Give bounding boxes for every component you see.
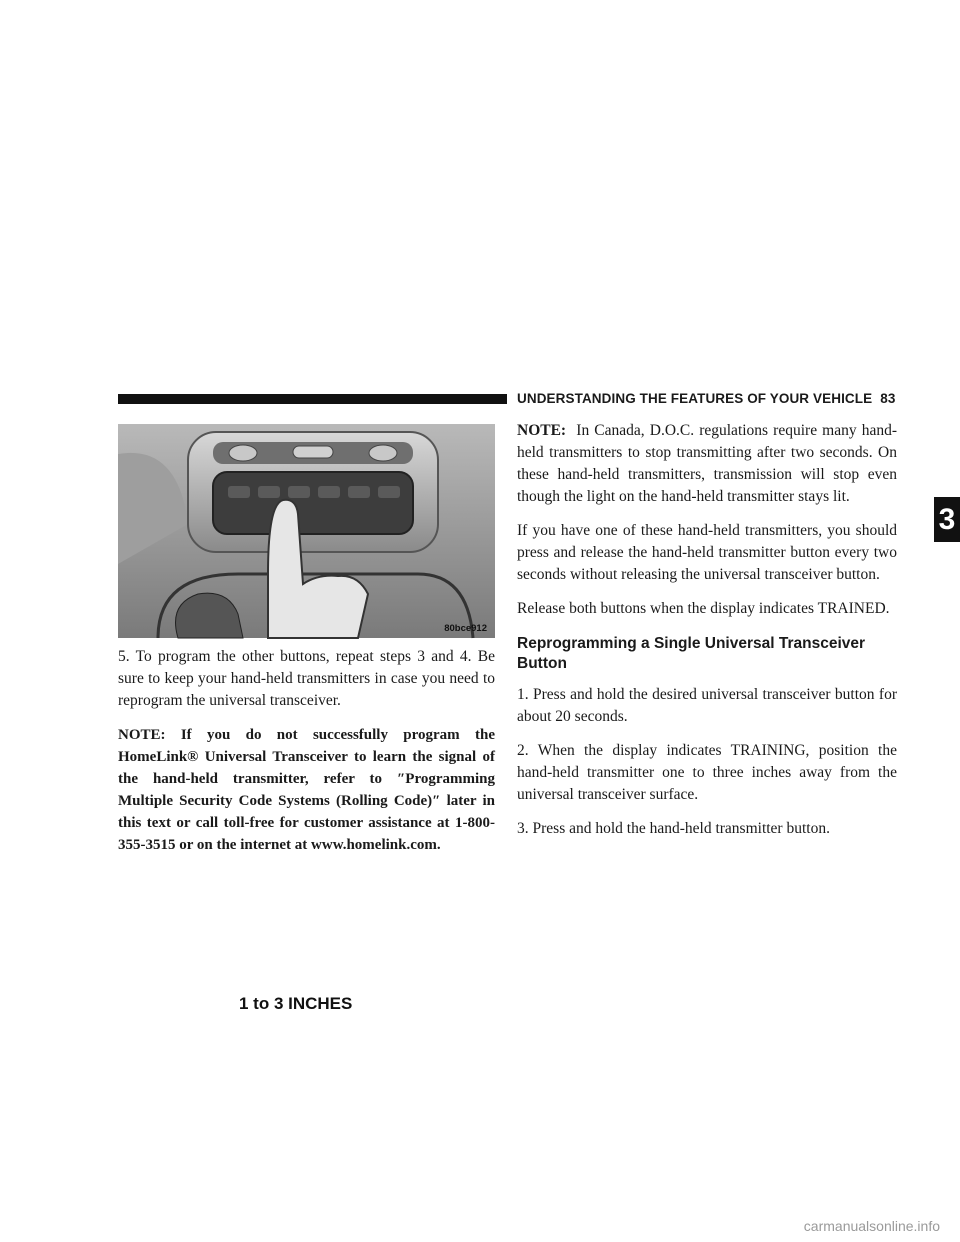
- paragraph-press-release: If you have one of these hand-held transmitters, you should press and release the hand-held transmitter button every two seconds without releasing the universal transceiver button.: [517, 522, 897, 583]
- note-canada-text: In Canada, D.O.C. regulations require many hand-held transmitters to stop transmitting after two seconds. On these hand-held transmitters, transmission will stop even though the light on the hand-held transmitter stays lit.: [517, 422, 897, 505]
- right-column: [517, 420, 897, 852]
- left-column: [118, 646, 495, 868]
- watermark: carmanualsonline.info: [803, 1218, 940, 1234]
- note-canada: [517, 420, 897, 508]
- note-homelink: NOTE: If you do not successfully program the HomeLink® Universal Transceiver to learn the signal of the hand-held transmitter, refer to ″Programming Multiple Security Code Systems (Rolling Code)″ later in this text or call toll-free for customer assistance at 1-800-355-3515 or on the internet at www.homelink.com.: [118, 727, 495, 853]
- page-number: 83: [880, 391, 896, 406]
- header-rule: [118, 394, 507, 404]
- step-1: 1. Press and hold the desired universal transceiver button for about 20 seconds.: [517, 686, 897, 725]
- chapter-tab: 3: [934, 497, 960, 542]
- figure-code: 80bce912: [444, 623, 487, 634]
- header-title: UNDERSTANDING THE FEATURES OF YOUR VEHICLE: [517, 391, 873, 406]
- section-heading: Reprogramming a Single Universal Transceiver Button: [517, 635, 866, 672]
- paragraph-step5: 5. To program the other buttons, repeat steps 3 and 4. Be sure to keep your hand-held transmitters in case you need to reprogram the universal transceiver.: [118, 648, 495, 709]
- figure-caption: 1 to 3 INCHES: [239, 994, 353, 1013]
- paragraph-trained: Release both buttons when the display indicates TRAINED.: [517, 600, 890, 617]
- console-illustration: [118, 424, 495, 638]
- step-3: 3. Press and hold the hand-held transmitter button.: [517, 820, 830, 837]
- running-header: [517, 391, 895, 407]
- note-label: NOTE:: [517, 422, 567, 439]
- step-2: 2. When the display indicates TRAINING, position the hand-held transmitter one to three inches away from the universal transceiver surface.: [517, 742, 897, 803]
